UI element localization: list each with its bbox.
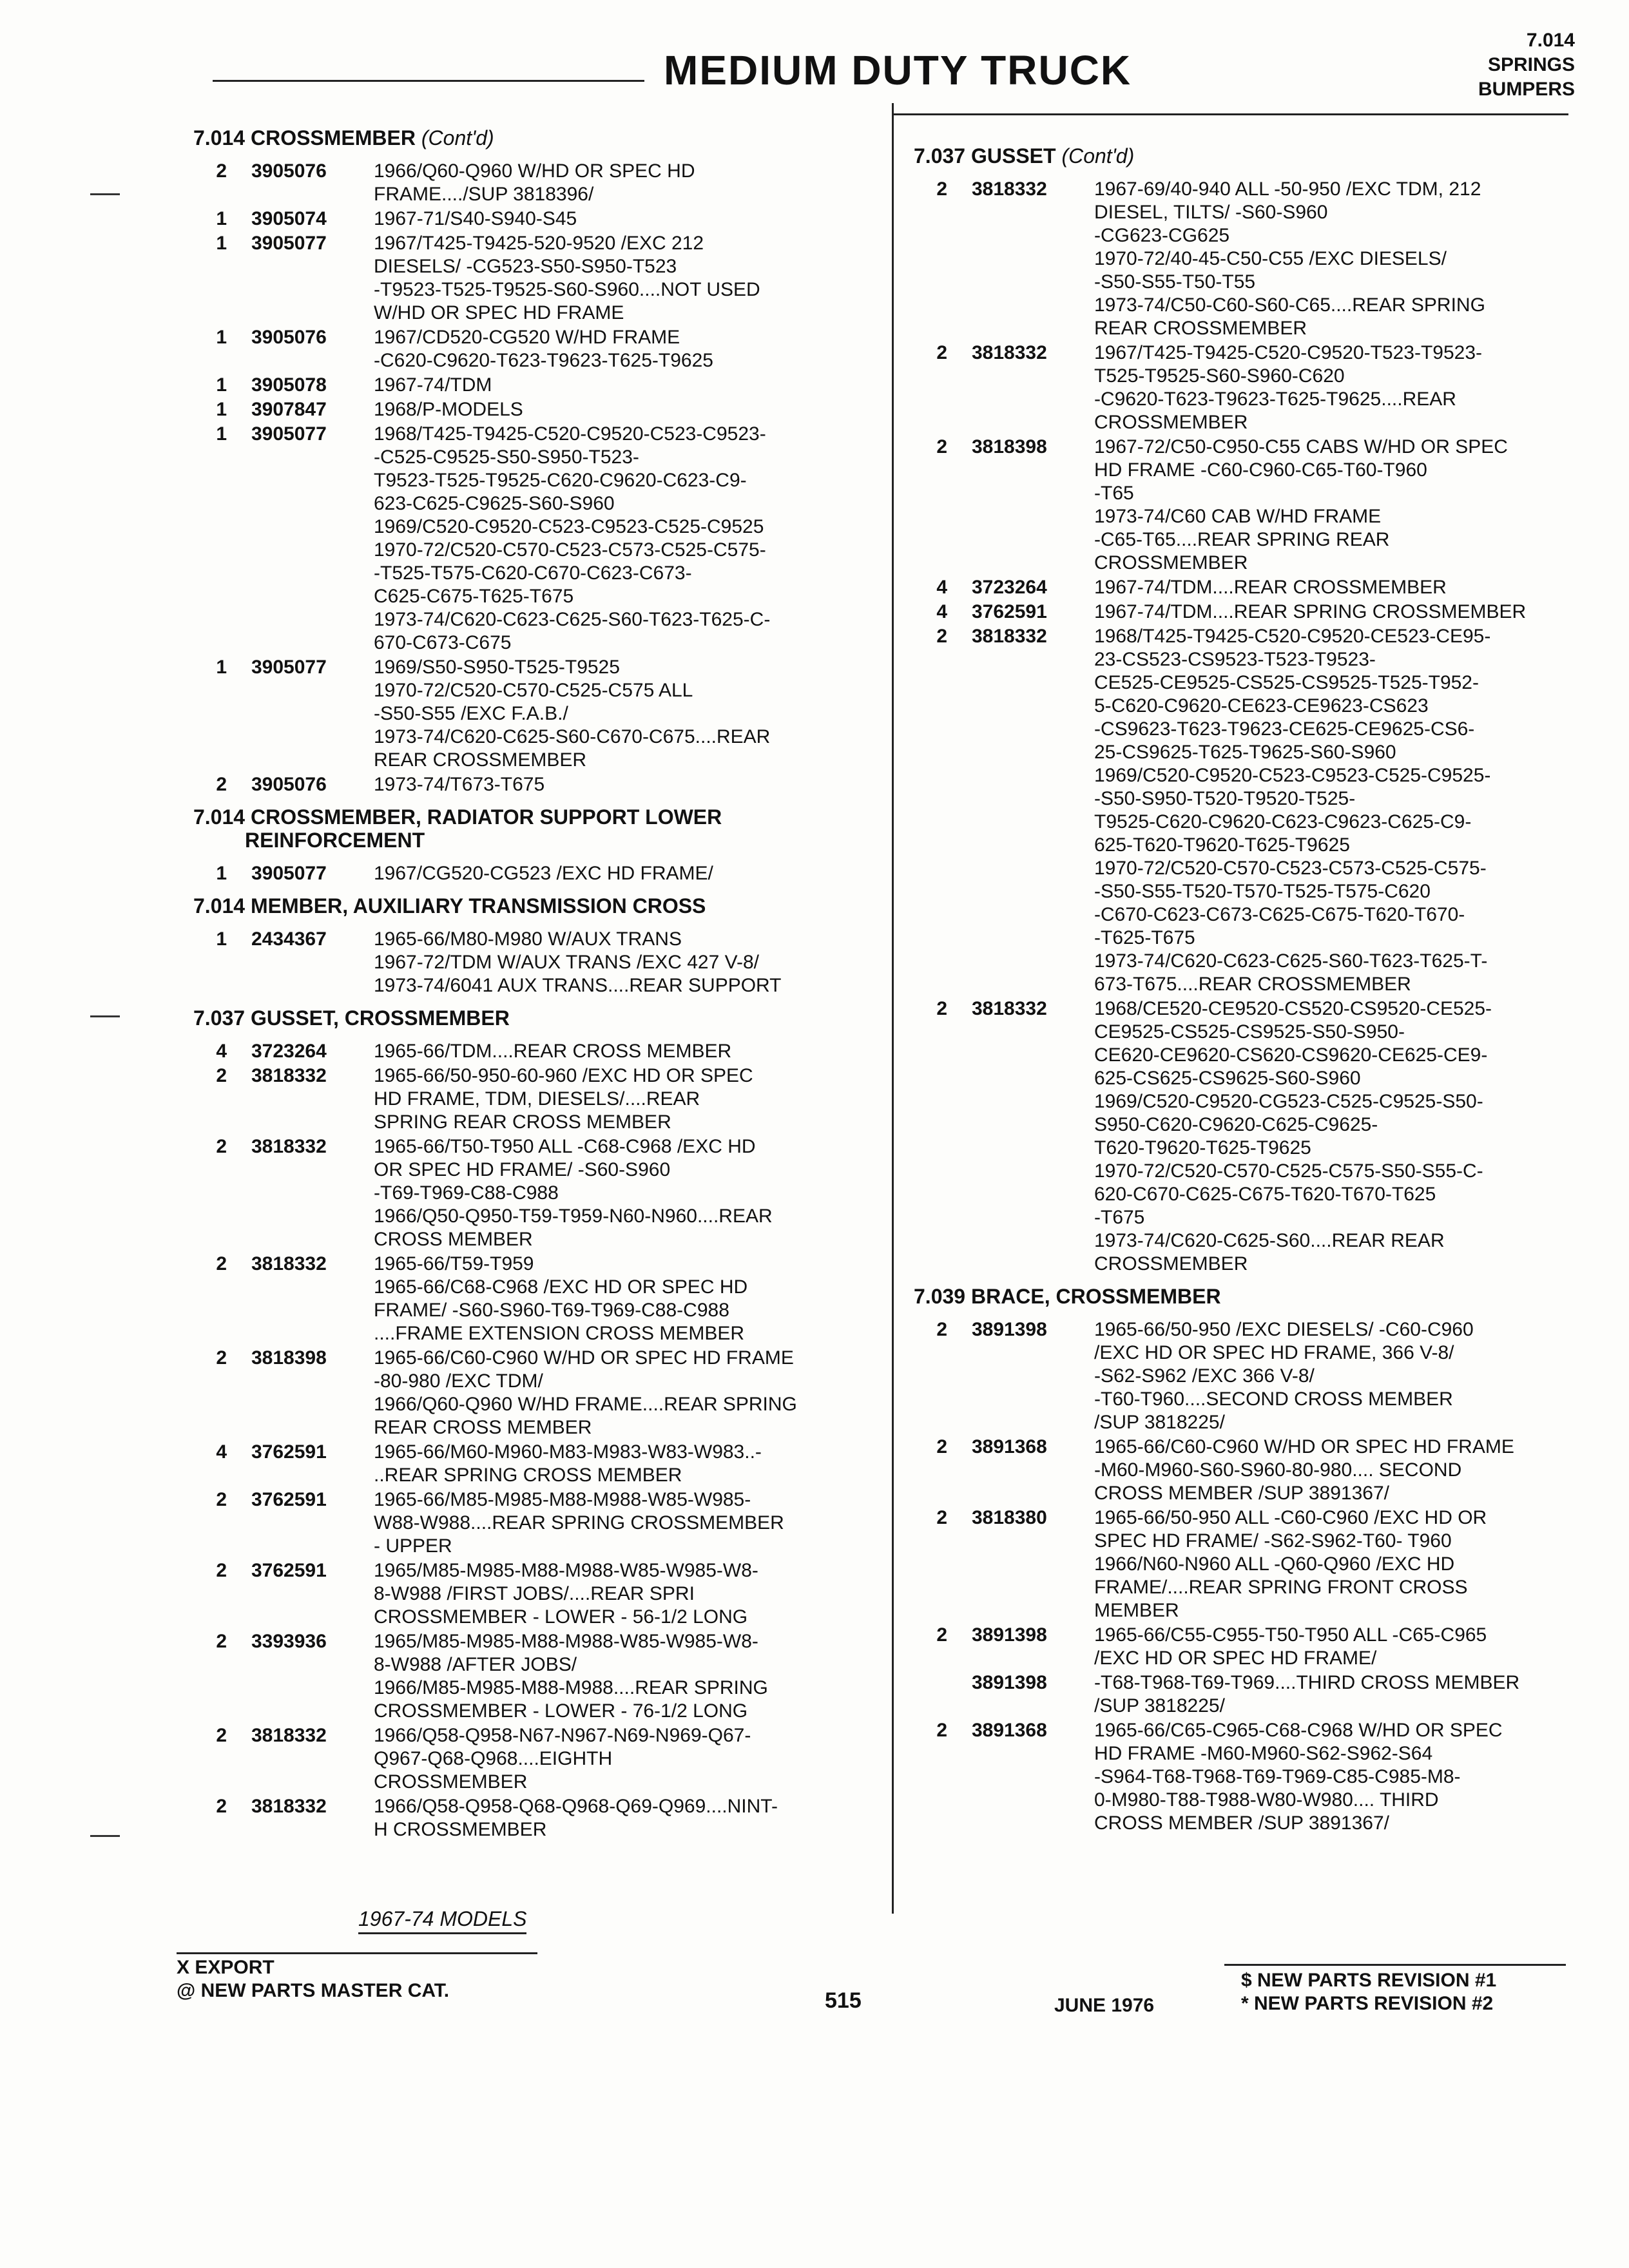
part-number: 3762591 (251, 1441, 327, 1463)
part-entry (193, 1441, 863, 1487)
header-rule-right (892, 113, 1568, 115)
models-note: 1967-74 MODELS (358, 1907, 526, 1934)
part-number: 3905077 (251, 863, 327, 884)
part-entry (914, 1624, 1571, 1670)
part-entry (914, 1436, 1571, 1505)
part-description: 1969/S50-S950-T525-T9525 1970-72/C520-C570-C525-C575 ALL -S50-S55 /EXC F.A.B./ 1973-74/C620-C625-S60-C670-C675....REAR REAR CROSSMEMBER (374, 657, 771, 771)
part-number: 3818398 (972, 436, 1047, 457)
part-description: 1965-66/C60-C960 W/HD OR SPEC HD FRAME -M60-M960-S60-S960-80-980.... SECOND CROSS MEMBER /SUP 3891367/ (1094, 1436, 1514, 1504)
part-number: 3891398 (972, 1319, 1047, 1340)
catalog-section (193, 126, 863, 796)
part-description: 1967-74/TDM....REAR CROSSMEMBER (1094, 577, 1447, 598)
part-quantity: 1 (216, 327, 227, 348)
right-column (914, 144, 1571, 1844)
part-description: 1966/Q58-Q958-N67-N967-N69-N969-Q67- Q967-Q68-Q968....EIGHTH CROSSMEMBER (374, 1725, 751, 1792)
part-number: 3723264 (972, 577, 1047, 598)
section-heading (914, 1285, 1571, 1308)
part-quantity: 4 (936, 577, 947, 598)
part-entry (914, 1671, 1571, 1718)
part-description: 1967/T425-T9425-520-9520 /EXC 212 DIESELS/ -CG523-S50-S950-T523 -T9523-T525-T9525-S60-S960....NOT USED W/HD OR SPEC HD FRAME (374, 233, 760, 323)
part-description: 1973-74/T673-T675 (374, 774, 545, 795)
part-quantity: 2 (216, 1065, 227, 1086)
part-quantity: 2 (216, 1796, 227, 1817)
part-number: 3905076 (251, 160, 327, 182)
part-entry (193, 326, 863, 372)
part-number: 3762591 (972, 601, 1047, 622)
part-entry (193, 1135, 863, 1251)
part-quantity: 4 (936, 601, 947, 622)
part-quantity: 2 (216, 160, 227, 182)
part-entry (193, 374, 863, 397)
margin-mark (90, 1015, 120, 1017)
part-description: 1965-66/T50-T950 ALL -C68-C968 /EXC HD OR SPEC HD FRAME/ -S60-S960 -T69-T969-C88-C988 1966/Q50-Q950-T59-T959-N60-N960....REAR CROSS MEMBER (374, 1136, 773, 1250)
part-quantity: 1 (216, 863, 227, 884)
part-quantity: 4 (216, 1441, 227, 1463)
part-number: 3905078 (251, 374, 327, 396)
section-heading-text: 7.039 BRACE, CROSSMEMBER (914, 1285, 1221, 1308)
header-rule-left (213, 80, 644, 82)
part-quantity: 1 (216, 208, 227, 229)
section-sub-bumpers: BUMPERS (1478, 79, 1575, 100)
part-entry (193, 1347, 863, 1439)
part-description: 1965-66/C60-C960 W/HD OR SPEC HD FRAME -80-980 /EXC TDM/ 1966/Q60-Q960 W/HD FRAME....REAR SPRING REAR CROSS MEMBER (374, 1347, 797, 1438)
part-entry (193, 1040, 863, 1063)
part-entry (914, 625, 1571, 996)
part-number: 3891368 (972, 1436, 1047, 1457)
part-number: 3905074 (251, 208, 327, 229)
part-number: 3393936 (251, 1631, 327, 1652)
part-quantity: 2 (936, 1436, 947, 1457)
section-heading-text: 7.014 MEMBER, AUXILIARY TRANSMISSION CROSS (193, 894, 706, 918)
part-entry (193, 656, 863, 772)
part-description: 1966/Q60-Q960 W/HD OR SPEC HD FRAME..../SUP 3818396/ (374, 160, 695, 205)
part-entry (193, 1630, 863, 1723)
part-description: 1965-66/50-950 ALL -C60-C960 /EXC HD OR SPEC HD FRAME/ -S62-S962-T60- T960 1966/N60-N960 ALL -Q60-Q960 /EXC HD FRAME/....REAR SPRING FRONT CROSS MEMBER (1094, 1507, 1487, 1621)
footer-legend: X EXPORT @ NEW PARTS MASTER CAT. (177, 1957, 450, 2001)
footer-rule-right (1224, 1964, 1566, 1966)
part-description: 1965-66/TDM....REAR CROSS MEMBER (374, 1041, 732, 1062)
part-quantity: 2 (936, 436, 947, 457)
part-number: 3891368 (972, 1720, 1047, 1741)
part-number: 3762591 (251, 1560, 327, 1581)
part-entry (914, 436, 1571, 575)
catalog-section (193, 805, 863, 885)
section-heading-text: 7.014 CROSSMEMBER, RADIATOR SUPPORT LOWER REINFORCEMENT (193, 805, 722, 852)
continued-label: (Cont'd) (1061, 144, 1135, 168)
part-entry (914, 997, 1571, 1276)
part-entry (193, 232, 863, 325)
publication-date: JUNE 1976 (1054, 1995, 1155, 2016)
part-quantity: 1 (216, 657, 227, 678)
part-quantity: 2 (216, 1725, 227, 1746)
part-quantity: 2 (216, 774, 227, 795)
part-entry (193, 423, 863, 655)
part-description: 1965-66/C55-C955-T50-T950 ALL -C65-C965 /EXC HD OR SPEC HD FRAME/ (1094, 1624, 1487, 1669)
footer-rule-left (177, 1952, 537, 1954)
part-description: 1968/CE520-CE9520-CS520-CS9520-CE525- CE9525-CS525-CS9525-S50-S950- CE620-CE9620-CS620-CS9620-CE625-CE9- 625-CS625-CS9625-S60-S960 1969/C520-C9520-CG523-C525-C9525-S50- S950-C620-C9620-C625-C9625- T620-T9620-T625-T9625 1970-72/C520-C570-C525-C575-S50-S55-C- 620-C670-C625-C675-T620-T670-T625 -T675 1973-74/C620-C625-S60....REAR REAR CROSSMEMBER (1094, 998, 1492, 1274)
part-description: 1965-66/M60-M960-M83-M983-W83-W983..- ..REAR SPRING CROSS MEMBER (374, 1441, 762, 1486)
part-quantity: 2 (216, 1560, 227, 1581)
part-number: 3905077 (251, 423, 327, 445)
part-number: 3891398 (972, 1672, 1047, 1693)
part-entry (914, 576, 1571, 599)
part-description: 1967-74/TDM....REAR SPRING CROSSMEMBER (1094, 601, 1527, 622)
part-entry (914, 178, 1571, 340)
part-entry (193, 862, 863, 885)
part-number: 3818398 (251, 1347, 327, 1369)
part-entry (193, 773, 863, 796)
catalog-section (914, 144, 1571, 1276)
part-quantity: 2 (216, 1347, 227, 1369)
section-heading (193, 1006, 863, 1030)
part-quantity: 1 (216, 374, 227, 396)
section-reference (1478, 28, 1575, 102)
part-quantity: 2 (936, 1624, 947, 1646)
section-heading (193, 126, 863, 149)
part-number: 3905077 (251, 233, 327, 254)
part-quantity: 1 (216, 423, 227, 445)
margin-mark (90, 1835, 120, 1837)
part-quantity: 2 (216, 1631, 227, 1652)
part-quantity: 1 (216, 233, 227, 254)
part-number: 3818380 (972, 1507, 1047, 1528)
part-description: 1967-71/S40-S940-S45 (374, 208, 577, 229)
part-quantity: 2 (216, 1253, 227, 1274)
part-entry (914, 1719, 1571, 1835)
catalog-section (914, 1285, 1571, 1835)
part-number: 3818332 (251, 1796, 327, 1817)
part-number: 2434367 (251, 928, 327, 950)
part-description: 1967/CD520-CG520 W/HD FRAME -C620-C9620-T623-T9623-T625-T9625 (374, 327, 713, 371)
part-description: 1965-66/C65-C965-C68-C968 W/HD OR SPEC HD FRAME -M60-M960-S62-S962-S64 -S964-T68-T968-T69-T969-C85-C985-M8- 0-M980-T88-T988-W80-W980.... THIRD CROSS MEMBER /SUP 3891367/ (1094, 1720, 1503, 1834)
part-entry (914, 1318, 1571, 1434)
part-quantity: 1 (216, 399, 227, 420)
part-quantity: 2 (216, 1489, 227, 1510)
part-entry (193, 1488, 863, 1558)
section-heading (914, 144, 1571, 168)
part-description: -T68-T968-T69-T969....THIRD CROSS MEMBER /SUP 3818225/ (1094, 1672, 1520, 1716)
part-entry (914, 601, 1571, 624)
part-description: 1967-74/TDM (374, 374, 492, 396)
left-column (193, 126, 863, 1850)
part-entry (193, 207, 863, 231)
part-number: 3905077 (251, 657, 327, 678)
part-quantity: 2 (936, 998, 947, 1019)
section-heading-text: 7.037 GUSSET (914, 144, 1056, 168)
part-quantity: 2 (936, 178, 947, 200)
section-heading-text: 7.037 GUSSET, CROSSMEMBER (193, 1006, 510, 1030)
part-description: 1965/M85-M985-M88-M988-W85-W985-W8- 8-W988 /FIRST JOBS/....REAR SPRI CROSSMEMBER - LOWER - 56-1/2 LONG (374, 1560, 758, 1628)
part-number: 3818332 (251, 1725, 327, 1746)
part-description: 1968/P-MODELS (374, 399, 523, 420)
part-number: 3891398 (972, 1624, 1047, 1646)
part-quantity: 2 (936, 342, 947, 363)
part-entry (193, 398, 863, 421)
section-heading (193, 894, 863, 918)
part-entry (193, 1064, 863, 1134)
part-entry (193, 1795, 863, 1841)
part-quantity: 2 (936, 626, 947, 647)
margin-mark (90, 193, 120, 195)
catalog-section (193, 894, 863, 997)
part-description: 1967/CG520-CG523 /EXC HD FRAME/ (374, 863, 713, 884)
part-description: 1965-66/T59-T959 1965-66/C68-C968 /EXC HD OR SPEC HD FRAME/ -S60-S960-T69-T969-C88-C988 ....FRAME EXTENSION CROSS MEMBER (374, 1253, 748, 1344)
part-description: 1965-66/M85-M985-M88-M988-W85-W985- W88-W988....REAR SPRING CROSSMEMBER - UPPER (374, 1489, 784, 1557)
part-description: 1967-69/40-940 ALL -50-950 /EXC TDM, 212 DIESEL, TILTS/ -S60-S960 -CG623-CG625 1970-72/40-45-C50-C55 /EXC DIESELS/ -S50-S55-T50-T55 1973-74/C50-C60-S60-C65....REAR SPRING REAR CROSSMEMBER (1094, 178, 1485, 339)
part-description: 1965-66/M80-M980 W/AUX TRANS 1967-72/TDM W/AUX TRANS /EXC 427 V-8/ 1973-74/6041 AUX TRANS....REAR SUPPORT (374, 928, 782, 996)
part-entry (193, 1253, 863, 1345)
part-entry (914, 1506, 1571, 1622)
page-number: 515 (825, 1988, 862, 2013)
part-entry (914, 341, 1571, 434)
part-description: 1967/T425-T9425-C520-C9520-T523-T9523- T525-T9525-S60-S960-C620 -C9620-T623-T9623-T625-T9625....REAR CROSSMEMBER (1094, 342, 1483, 433)
part-quantity (914, 1671, 972, 1718)
section-heading-text: 7.014 CROSSMEMBER (193, 126, 416, 149)
section-number: 7.014 (1526, 30, 1575, 51)
part-entry (193, 1559, 863, 1629)
part-description: 1965-66/50-950-60-960 /EXC HD OR SPEC HD FRAME, TDM, DIESELS/....REAR SPRING REAR CROSS MEMBER (374, 1065, 753, 1133)
part-number: 3818332 (251, 1136, 327, 1157)
part-number: 3818332 (972, 342, 1047, 363)
part-number: 3905076 (251, 774, 327, 795)
part-description: 1966/Q58-Q958-Q68-Q968-Q69-Q969....NINT- H CROSSMEMBER (374, 1796, 778, 1840)
part-entry (193, 1724, 863, 1794)
part-number: 3907847 (251, 399, 327, 420)
part-description: 1965-66/50-950 /EXC DIESELS/ -C60-C960 /EXC HD OR SPEC HD FRAME, 366 V-8/ -S62-S962 /EXC 366 V-8/ -T60-T960....SECOND CROSS MEMBER /SUP 3818225/ (1094, 1319, 1474, 1433)
section-heading (193, 805, 863, 852)
part-quantity: 1 (216, 928, 227, 950)
part-entry (193, 160, 863, 206)
part-quantity: 2 (936, 1507, 947, 1528)
part-number: 3762591 (251, 1489, 327, 1510)
part-entry (193, 928, 863, 997)
part-number: 3818332 (251, 1065, 327, 1086)
revision-legend: $ NEW PARTS REVISION #1 * NEW PARTS REVISION #2 (1241, 1970, 1497, 2014)
page-title: MEDIUM DUTY TRUCK (664, 47, 1132, 93)
continued-label: (Cont'd) (421, 126, 494, 149)
part-description: 1968/T425-T9425-C520-C9520-CE523-CE95- 23-CS523-CS9523-T523-T9523- CE525-CE9525-CS525-CS9525-T525-T952- 5-C620-C9620-CE623-CE9623-CS623 -CS9623-T623-T9623-CE625-CE9625-CS6- 25-CS9625-T625-T9625-S60-S960 1969/C520-C9520-C523-C9523-C525-C9525- -S50-S950-T520-T9520-T525- T9525-C620-C9620-C623-C9623-C625-C9- 625-T620-T9620-T625-T9625 1970-72/C520-C570-C523-C573-C525-C575- -S50-S55-T520-T570-T525-T575-C620 -C670-C623-C673-C625-C675-T620-T670- -T625-T675 1973-74/C620-C623-C625-S60-T623-T625-T- 673-T675....REAR CROSSMEMBER (1094, 626, 1491, 995)
column-divider (892, 103, 894, 1914)
part-number: 3818332 (972, 178, 1047, 200)
part-quantity: 2 (216, 1136, 227, 1157)
part-quantity: 2 (936, 1319, 947, 1340)
part-number: 3818332 (972, 998, 1047, 1019)
part-description: 1968/T425-T9425-C520-C9520-C523-C9523- -C525-C9525-S50-S950-T523- T9523-T525-T9525-C620-C9620-C623-C9- 623-C625-C9625-S60-S960 1969/C520-C9520-C523-C9523-C525-C9525 1970-72/C520-C570-C523-C573-C525-C575- -T525-T575-C620-C670-C623-C673- C625-C675-T625-T675 1973-74/C620-C623-C625-S60-T623-T625-C- 670-C673-C675 (374, 423, 771, 653)
part-number: 3818332 (251, 1253, 327, 1274)
part-number: 3723264 (251, 1041, 327, 1062)
part-description: 1967-72/C50-C950-C55 CABS W/HD OR SPEC HD FRAME -C60-C960-C65-T60-T960 -T65 1973-74/C60 CAB W/HD FRAME -C65-T65....REAR SPRING REAR CROSSMEMBER (1094, 436, 1508, 573)
section-sub-springs: SPRINGS (1487, 54, 1575, 75)
catalog-section (193, 1006, 863, 1841)
part-number: 3818332 (972, 626, 1047, 647)
part-quantity: 2 (936, 1720, 947, 1741)
part-number: 3905076 (251, 327, 327, 348)
part-quantity: 4 (216, 1041, 227, 1062)
part-description: 1965/M85-M985-M88-M988-W85-W985-W8- 8-W988 /AFTER JOBS/ 1966/M85-M985-M88-M988....REAR SPRING CROSSMEMBER - LOWER - 76-1/2 LONG (374, 1631, 768, 1722)
